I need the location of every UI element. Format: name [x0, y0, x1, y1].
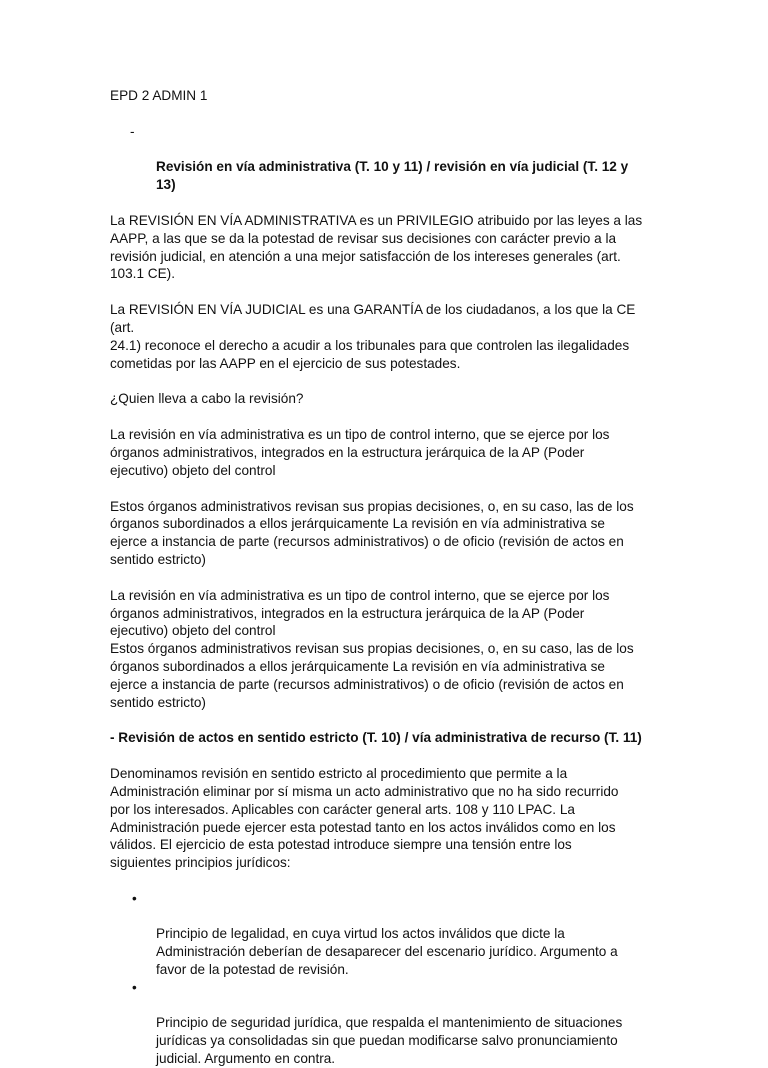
- paragraph-revision-sentido-estricto: Denominamos revisión en sentido estricto al procedimiento que permite a la Administración eliminar por sí misma un acto administrativo que no ha sido recurrido por los interesados. Aplicables con carácter general arts. 108 y 110 LPAC. La Administración puede ejercer esta potestad tanto en los actos inválidos como en los válidos. El ejercicio de esta potestad introduce siempre una tensión entre los siguientes principios jurídicos:: [110, 766, 619, 871]
- paragraph-control-interno: La revisión en vía administrativa es un tipo de control interno, que se ejerce por los órganos administrativos, integrados en la estructura jerárquica de la AP (Poder ejecutivo) objeto del control: [110, 427, 610, 478]
- document-page: [110, 87, 650, 1068]
- list-item-legalidad: [110, 890, 650, 979]
- section-title-revision-actos: - Revisión de actos en sentido estricto (T. 10) / vía administrativa de recurso (T. 11): [110, 730, 642, 746]
- paragraph-organos-administrativos: Estos órganos administrativos revisan sus propias decisiones, o, en su caso, las de los órganos subordinados a ellos jerárquicamente La revisión en vía administrativa se ejerce a instancia de parte (recursos administrativos) o de oficio (revisión de actos en sentido estricto): [110, 498, 634, 567]
- question-quien-revisa: ¿Quien lleva a cabo la revisión?: [110, 391, 304, 407]
- bullet-icon: •: [132, 890, 137, 906]
- dash-marker: -: [130, 123, 135, 139]
- paragraph-revision-administrativa: La REVISIÓN EN VÍA ADMINISTRATIVA es un PRIVILEGIO atribuido por las leyes a las AAPP, a las que se da la potestad de revisar sus decisiones con carácter previo a la revisión judicial, en atención a una mejor satisfacción de los intereses generales (art. 103.1 CE).: [110, 212, 643, 282]
- bullet-icon: •: [132, 979, 137, 995]
- section-title-revision: [110, 123, 650, 194]
- paragraph-revision-judicial: La REVISIÓN EN VÍA JUDICIAL es una GARANTÍA de los ciudadanos, a los que la CE (art. 24.1) reconoce el derecho a acudir a los tribunales para que controlen las ilegalidades cometidas por las AAPP en el ejercicio de sus potestades.: [110, 302, 636, 371]
- list-item-seguridad-juridica: [110, 979, 650, 1068]
- list-item-text: Principio de legalidad, en cuya virtud los actos inválidos que dicte la Administración deberían de desaparecer del escenario jurídico. Argumento a favor de la potestad de revisión.: [156, 926, 618, 978]
- document-heading: EPD 2 ADMIN 1: [110, 88, 208, 103]
- principles-list: [110, 890, 650, 1068]
- list-item-text: Principio de seguridad jurídica, que respalda el mantenimiento de situaciones jurídicas ya consolidadas sin que puedan modificarse salvo pronunciamiento judicial. Argumento en contra.: [156, 1015, 623, 1067]
- section-title-text: Revisión en vía administrativa (T. 10 y 11) / revisión en vía judicial (T. 12 y 13): [156, 159, 629, 193]
- paragraph-repeated-block: La revisión en vía administrativa es un tipo de control interno, que se ejerce por los órganos administrativos, integrados en la estructura jerárquica de la AP (Poder ejecutivo) objeto del control Estos órganos administrativos revisan sus propias decisiones, o, en su caso, las de los órganos subordinados a ellos jerárquicamente La revisión en vía administrativa se ejerce a instancia de parte (recursos administrativos) o de oficio (revisión de actos en sentido estricto): [110, 587, 634, 710]
